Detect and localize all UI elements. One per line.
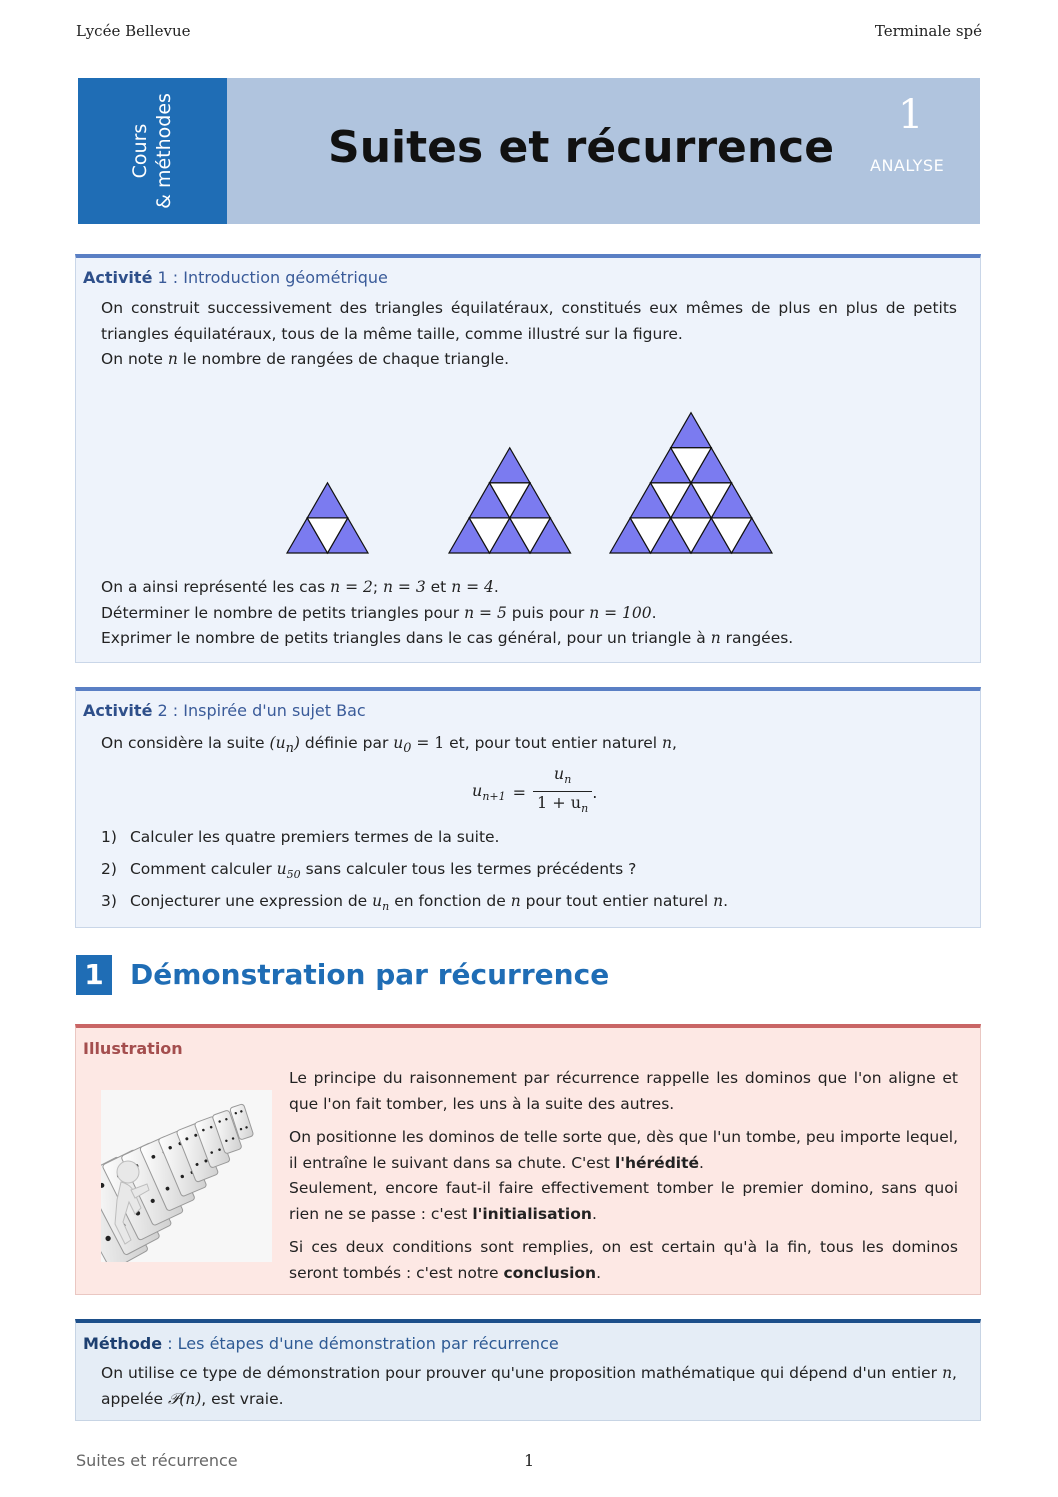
- q2-case-b: n = 100: [589, 603, 652, 622]
- q1-case-a: n = 2: [330, 578, 373, 596]
- p3-end: .: [591, 1204, 597, 1223]
- question-text-c: pour tout entier naturel: [525, 892, 709, 910]
- p4-text: Si ces deux conditions sont remplies, on est certain qu'à la fin, tous les dominos seront tombés : c'est notre: [289, 1238, 958, 1282]
- q3-text-a: Exprimer le nombre de petits triangles dans le cas général, pour un triangle à: [101, 629, 706, 647]
- proposition-symbol: 𝒫(n): [168, 1389, 202, 1408]
- init-value: = 1: [416, 734, 445, 752]
- illustration-p1: Le principe du raisonnement par récurrence rappelle les dominos que l'on aligne et que l'on fait tomber, les uns à la suite des autres.: [289, 1069, 958, 1113]
- question-number: 1): [101, 828, 117, 846]
- intro-text-b: définie par: [304, 734, 389, 752]
- chapter-tag: ANALYSE: [870, 156, 945, 175]
- methode-text-a: On utilise ce type de démonstration pour prouver qu'une proposition mathématique qui dépend d'un entier: [101, 1364, 938, 1382]
- heredite-term: l'hérédité: [614, 1153, 700, 1172]
- activity-label: Activité: [83, 268, 153, 287]
- formula-fraction: [533, 764, 592, 819]
- term-symbol: u: [276, 860, 287, 878]
- formula-denominator-sub: n: [581, 801, 589, 815]
- activity-1-p2-a: On note: [101, 350, 163, 368]
- activity-2-title: Activité 2 : Inspirée d'un sujet Bac: [83, 701, 366, 720]
- banner-side-panel: [78, 78, 227, 224]
- activity-number: 2: [157, 701, 168, 720]
- domino-image: [101, 1090, 272, 1262]
- p2-text: On positionne les dominos de telle sorte que, dès que l'un tombe, peu importe lequel, il entraîne le suivant dans sa chute. C'est: [289, 1128, 958, 1172]
- intro-text-a: On considère la suite: [101, 734, 265, 752]
- question-text-a: Conjecturer une expression de: [129, 892, 368, 910]
- init-term: u: [393, 734, 404, 752]
- conclusion-term: conclusion: [503, 1263, 597, 1282]
- activity-1-box: [75, 254, 981, 663]
- var-n: n: [510, 892, 521, 910]
- formula-numerator-sub: n: [564, 773, 572, 787]
- intro-text-c: et, pour tout entier naturel: [449, 734, 658, 752]
- formula-numerator: u: [553, 764, 565, 784]
- formula-denominator: 1 + u: [537, 792, 582, 812]
- question-number: 3): [101, 892, 117, 910]
- domino-illustration-icon: [101, 1090, 272, 1262]
- p4-end: .: [596, 1263, 602, 1282]
- q2-case-a: n = 5: [464, 603, 507, 622]
- formula-equals: =: [512, 782, 527, 802]
- illustration-box: [75, 1024, 981, 1295]
- header-level: Terminale spé: [874, 22, 982, 40]
- formula-end: .: [592, 782, 598, 802]
- var-n: n: [942, 1364, 953, 1382]
- triangle-n4: [610, 413, 772, 553]
- q1-text-d: .: [493, 578, 499, 596]
- q1-case-b: n = 3: [383, 578, 426, 596]
- activity-1-p2-b: le nombre de rangées de chaque triangle.: [182, 350, 510, 368]
- activity-title-text: Introduction géométrique: [183, 268, 388, 287]
- q2-text-c: .: [651, 603, 657, 622]
- banner-side-line2: & méthodes: [153, 93, 175, 209]
- seq-sub: n: [285, 741, 294, 757]
- banner-side-line1: Cours: [129, 123, 151, 179]
- activity-1-q1: [101, 575, 957, 601]
- activity-2-q1: [101, 828, 957, 860]
- activity-2-q3: [101, 892, 957, 924]
- var-n: n: [710, 629, 721, 647]
- activity-1-q3: [101, 626, 957, 652]
- q1-case-c: n = 4: [451, 578, 494, 596]
- activity-number: 1: [157, 268, 168, 287]
- question-number: 2): [101, 860, 117, 878]
- methode-box: [75, 1319, 981, 1421]
- seq-symbol: (u: [269, 734, 286, 752]
- question-text-d: .: [723, 892, 728, 910]
- q1-text-c: et: [430, 578, 447, 596]
- up-triangle: [490, 448, 531, 483]
- init-sub: 0: [403, 741, 412, 757]
- methode-title-text: Les étapes d'une démonstration par récurrence: [177, 1334, 559, 1353]
- banner-side-label: [128, 93, 176, 209]
- var-n: n: [167, 350, 178, 368]
- activity-2-questions: [101, 828, 957, 924]
- methode-text: [101, 1361, 957, 1412]
- formula-lhs-sub: n+1: [482, 790, 506, 804]
- seq-end: ): [293, 734, 300, 752]
- question-text-a: Comment calculer: [129, 860, 272, 878]
- activity-title-text: Inspirée d'un sujet Bac: [183, 701, 366, 720]
- methode-text-b: , appelée: [101, 1364, 957, 1408]
- formula-lhs: u: [472, 780, 483, 800]
- illustration-p3: [289, 1176, 958, 1227]
- p2-end: .: [699, 1153, 704, 1172]
- var-n: n: [713, 892, 724, 910]
- activity-2-q2: [101, 860, 957, 892]
- triangle-n3: [449, 448, 571, 553]
- question-text-b: en fonction de: [394, 892, 506, 910]
- activity-1-questions: [101, 575, 957, 652]
- recurrence-formula: [472, 764, 598, 817]
- methode-label: Méthode: [83, 1334, 163, 1353]
- activity-2-box: [75, 687, 981, 928]
- question-text: Calculer les quatre premiers termes de la suite.: [129, 828, 500, 846]
- q2-text-a: Déterminer le nombre de petits triangles pour: [101, 603, 460, 622]
- header-school: Lycée Bellevue: [76, 22, 191, 40]
- activity-label: Activité: [83, 701, 153, 720]
- var-n: n: [662, 734, 673, 752]
- triangles-figure: [76, 408, 982, 558]
- question-text-b: sans calculer tous les termes précédents ?: [305, 860, 637, 878]
- triangle-n2: [287, 483, 368, 553]
- footer-title: Suites et récurrence: [76, 1451, 238, 1470]
- illustration-text: [289, 1066, 958, 1286]
- p3-text: Seulement, encore faut-il faire effectivement tomber le premier domino, sans quoi rien ne se passe : c'est: [289, 1179, 958, 1223]
- initialisation-term: l'initialisation: [472, 1204, 592, 1223]
- page-number: 1: [524, 1451, 535, 1470]
- activity-1-p1: On construit successivement des triangles équilatéraux, constitués eux mêmes de plus en plus de petits triangles équilatéraux, tous de la même taille, comme illustré sur la figure.: [101, 299, 957, 343]
- illustration-p4: [289, 1235, 958, 1286]
- up-triangle: [307, 483, 348, 518]
- methode-title: Méthode : Les étapes d'une démonstration par récurrence: [83, 1334, 559, 1353]
- section-title: Démonstration par récurrence: [130, 958, 610, 991]
- q1-text-a: On a ainsi représenté les cas: [101, 578, 326, 596]
- up-triangle: [671, 413, 712, 448]
- activity-1-title: Activité 1 : Introduction géométrique: [83, 268, 388, 287]
- methode-text-c: , est vraie.: [201, 1389, 284, 1408]
- illustration-p2: [289, 1125, 958, 1176]
- term-symbol: u: [372, 892, 383, 910]
- term-sub: 50: [286, 868, 301, 882]
- activity-1-q2: [101, 601, 957, 627]
- activity-2-intro: [101, 731, 957, 762]
- illustration-title: Illustration: [83, 1039, 183, 1058]
- chapter-banner: [78, 78, 980, 224]
- page-title: Suites et récurrence: [328, 122, 835, 173]
- intro-text-d: ,: [672, 734, 677, 752]
- section-number: 1: [76, 955, 112, 995]
- activity-1-intro: [101, 296, 957, 373]
- q2-text-b: puis pour: [511, 603, 585, 622]
- q1-text-b: ;: [372, 578, 379, 596]
- q3-text-b: rangées.: [725, 629, 794, 647]
- chapter-number: 1: [898, 92, 924, 138]
- term-sub: n: [382, 900, 390, 914]
